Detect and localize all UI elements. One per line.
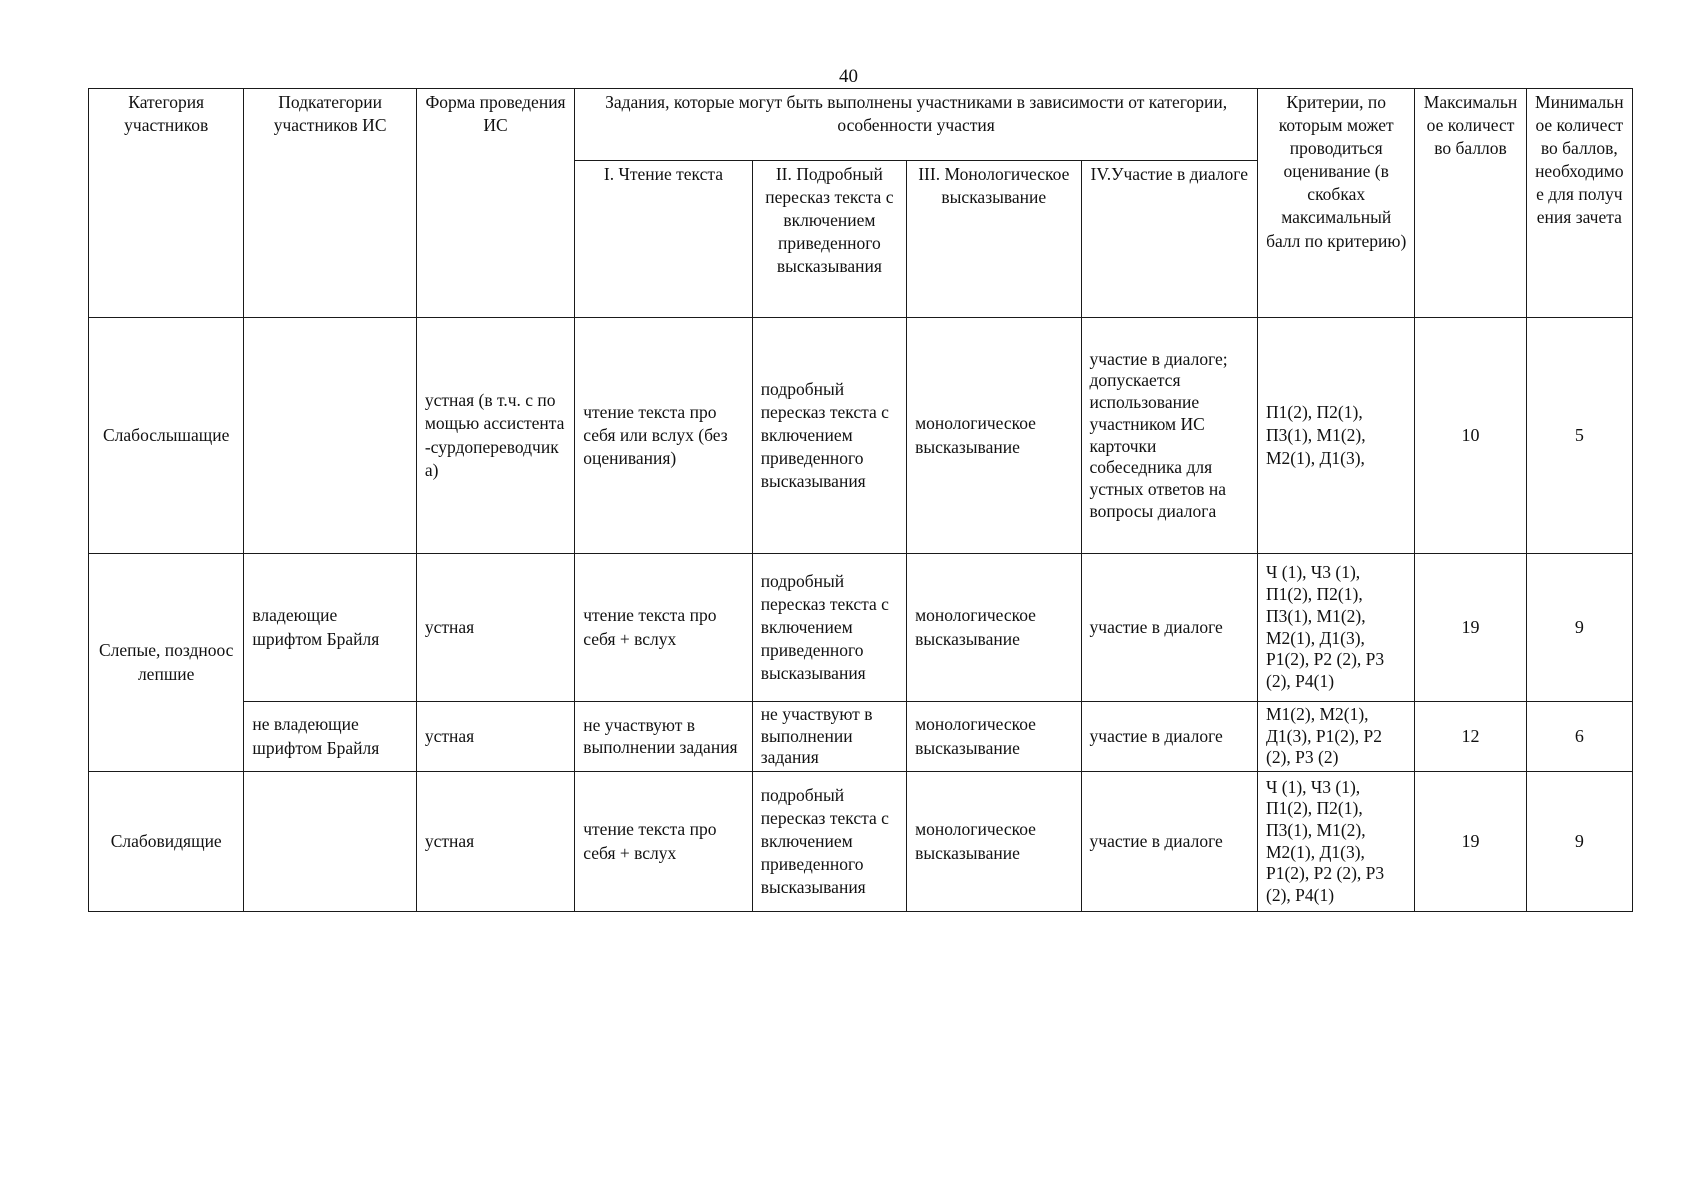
header-task-reading: I. Чтение текста	[575, 161, 752, 318]
header-category: Категория участников	[89, 89, 244, 318]
cell-min-score: 9	[1526, 772, 1632, 912]
header-row	[89, 89, 1633, 161]
table-row	[89, 318, 1633, 554]
cell-criteria: Ч (1), Ч3 (1), П1(2), П2(1), П3(1), М1(2), М2(1), Д1(3), Р1(2), Р2 (2), Р3 (2), Р4(1)	[1258, 554, 1415, 702]
cell-subcategory	[244, 318, 416, 554]
assessment-table	[88, 88, 1633, 912]
cell-task-dialogue: участие в диалоге	[1081, 554, 1257, 702]
cell-subcategory: владеющие шрифтом Брайля	[244, 554, 416, 702]
header-task-dialogue: IV.Участие в диалоге	[1081, 161, 1257, 318]
cell-category: Слепые, поздноослепшие	[89, 554, 244, 772]
cell-criteria: М1(2), М2(1), Д1(3), Р1(2), Р2 (2), Р3 (2)	[1258, 702, 1415, 772]
table-row	[89, 554, 1633, 702]
cell-task-retelling: подробный пересказ текста с включением приведенного высказывания	[752, 772, 906, 912]
cell-task-retelling: подробный пересказ текста с включением приведенного высказывания	[752, 318, 906, 554]
cell-category: Слабослышащие	[89, 318, 244, 554]
header-max-score: Максимальное количество баллов	[1415, 89, 1526, 318]
header-criteria: Критерии, по которым может проводиться оценивание (в скобках максимальный балл по критерию)	[1258, 89, 1415, 318]
header-form: Форма проведения ИС	[416, 89, 574, 318]
table-row	[89, 702, 1633, 772]
cell-form: устная	[416, 772, 574, 912]
cell-min-score: 5	[1526, 318, 1632, 554]
cell-task-dialogue: участие в диалоге	[1081, 772, 1257, 912]
cell-min-score: 6	[1526, 702, 1632, 772]
cell-max-score: 10	[1415, 318, 1526, 554]
cell-task-reading: чтение текста про себя + вслух	[575, 772, 752, 912]
cell-subcategory	[244, 772, 416, 912]
cell-min-score: 9	[1526, 554, 1632, 702]
cell-max-score: 19	[1415, 554, 1526, 702]
header-tasks-group: Задания, которые могут быть выполнены участниками в зависимости от категории, особенности участия	[575, 89, 1258, 161]
cell-criteria: Ч (1), Ч3 (1), П1(2), П2(1), П3(1), М1(2), М2(1), Д1(3), Р1(2), Р2 (2), Р3 (2), Р4(1)	[1258, 772, 1415, 912]
cell-task-monologue: монологическое высказывание	[907, 318, 1081, 554]
cell-task-monologue: монологическое высказывание	[907, 554, 1081, 702]
cell-task-monologue: монологическое высказывание	[907, 702, 1081, 772]
cell-task-reading: чтение текста про себя + вслух	[575, 554, 752, 702]
cell-max-score: 19	[1415, 772, 1526, 912]
cell-form: устная	[416, 702, 574, 772]
cell-category: Слабовидящие	[89, 772, 244, 912]
cell-criteria: П1(2), П2(1), П3(1), М1(2), М2(1), Д1(3),	[1258, 318, 1415, 554]
cell-task-retelling: не участвуют в выполнении задания	[752, 702, 906, 772]
cell-task-dialogue: участие в диалоге; допускается использование участником ИС карточки собеседника для устных ответов на вопросы диалога	[1081, 318, 1257, 554]
header-task-retelling: II. Подробный пересказ текста с включением приведенного высказывания	[752, 161, 906, 318]
page-number: 40	[839, 66, 858, 87]
cell-task-reading: чтение текста про себя или вслух (без оценивания)	[575, 318, 752, 554]
cell-task-retelling: подробный пересказ текста с включением приведенного высказывания	[752, 554, 906, 702]
cell-task-dialogue: участие в диалоге	[1081, 702, 1257, 772]
cell-task-reading: не участвуют в выполнении задания	[575, 702, 752, 772]
cell-task-monologue: монологическое высказывание	[907, 772, 1081, 912]
cell-max-score: 12	[1415, 702, 1526, 772]
header-task-monologue: III. Монологическое высказывание	[907, 161, 1081, 318]
cell-subcategory: не владеющие шрифтом Брайля	[244, 702, 416, 772]
header-subcategory: Подкатегории участников ИС	[244, 89, 416, 318]
header-min-score: Минимальное количество баллов, необходимое для получения зачета	[1526, 89, 1632, 318]
cell-form: устная	[416, 554, 574, 702]
table-row	[89, 772, 1633, 912]
cell-form: устная (в т.ч. с помощью ассистента-сурдопереводчика)	[416, 318, 574, 554]
